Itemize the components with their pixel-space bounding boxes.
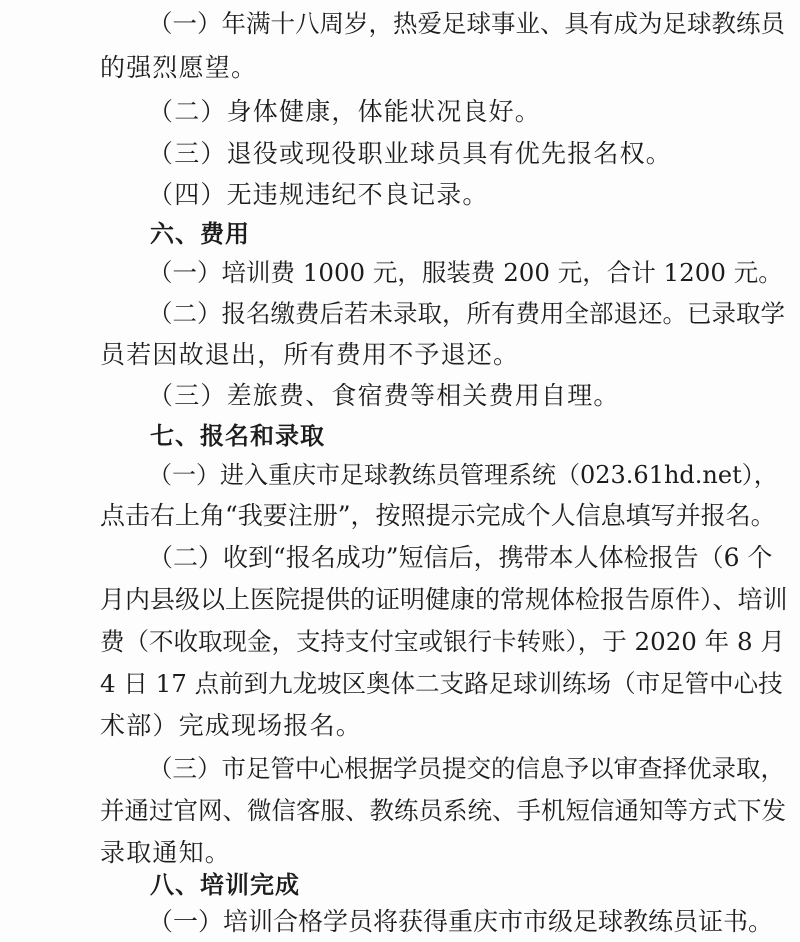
fee-item-2-line-1: （二）报名缴费后若未录取，所有费用全部退还。已录取学 [148,299,785,328]
registration-item-1-line-1: （一）进入重庆市足球教练员管理系统（023.61hd.net）， [148,461,778,489]
requirement-2: （二）身体健康，体能状况良好。 [148,97,542,126]
registration-item-3-line-3: 录取通知。 [100,838,232,867]
registration-item-1-line-2: 点击右上角“我要注册”，按照提示完成个人信息填写并报名。 [100,501,776,530]
registration-item-2-line-3: 费（不收取现金，支持支付宝或银行卡转账），于 2020 年 8 月 [100,627,785,656]
requirement-1-line-2: 的强烈愿望。 [100,53,258,82]
fee-item-2-line-2: 员若因故退出，所有费用不予退还。 [100,340,520,369]
registration-item-2-line-2: 月内县级以上医院提供的证明健康的常规体检报告原件）、培训 [100,585,788,614]
fee-item-1: （一）培训费 1000 元，服装费 200 元，合计 1200 元。 [148,258,783,287]
registration-item-2-line-4: 4 日 17 点前到九龙坡区奥体二支路足球训练场（市足管中心技 [100,669,783,698]
requirement-4: （四）无违规违纪不良记录。 [148,180,489,209]
requirement-3: （三）退役或现役职业球员具有优先报名权。 [148,139,673,168]
registration-item-2-line-5: 术部）完成现场报名。 [100,711,363,740]
registration-item-3-line-2: 并通过官网、微信客服、教练员系统、手机短信通知等方式下发 [100,796,786,825]
completion-item-1: （一）培训合格学员将获得重庆市市级足球教练员证书。 [148,907,774,936]
requirement-1-line-1: （一）年满十八周岁，热爱足球事业、具有成为足球教练员 [148,9,785,38]
registration-item-2-line-1: （二）收到“报名成功”短信后，携带本人体检报告（6 个 [148,543,773,572]
section-6-heading: 六、费用 [150,220,250,248]
registration-item-3-line-1: （三）市足管中心根据学员提交的信息予以审查择优录取， [148,754,785,783]
section-8-heading: 八、培训完成 [150,871,300,899]
fee-item-3: （三）差旅费、食宿费等相关费用自理。 [148,381,620,410]
section-7-heading: 七、报名和录取 [150,422,325,450]
